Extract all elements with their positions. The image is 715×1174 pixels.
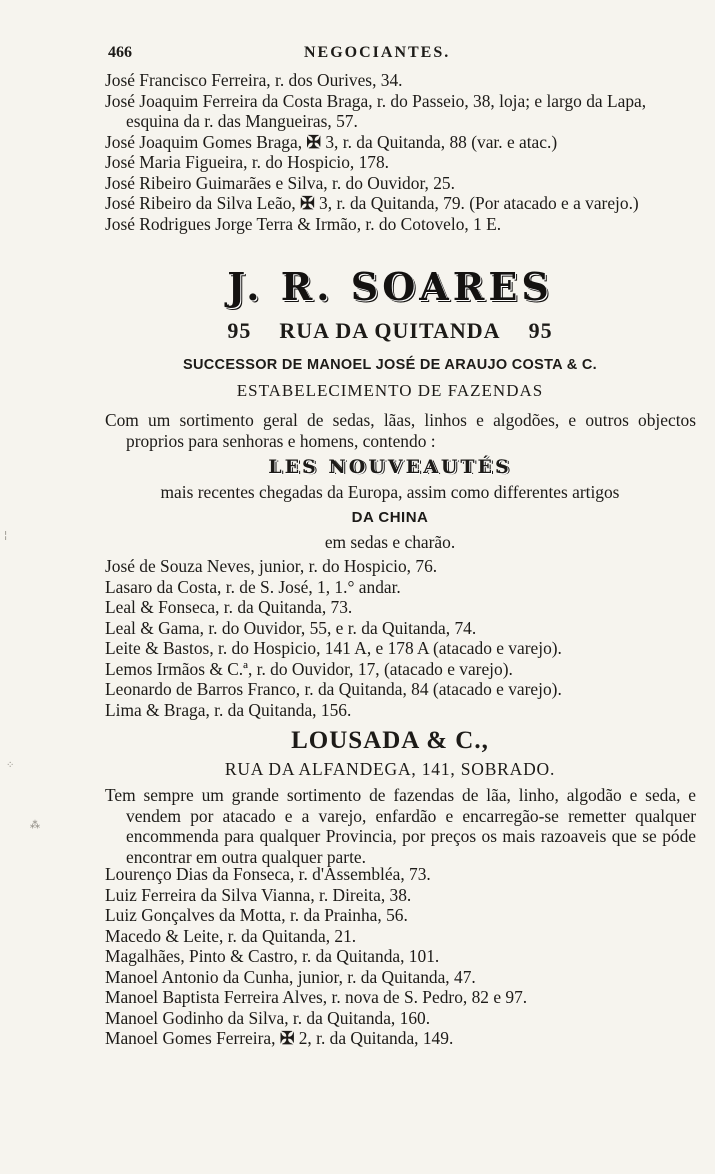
list-item: Lemos Irmãos & C.ª, r. do Ouvidor, 17, (atacado e varejo). — [105, 658, 513, 679]
list-item: Leal & Gama, r. do Ouvidor, 55, e r. da Quitanda, 74. — [105, 617, 477, 638]
paper-speck-decoration: ⁘ — [6, 760, 15, 771]
paper-speck-decoration: ¦ — [4, 530, 8, 541]
list-item: José Rodrigues Jorge Terra & Irmão, r. do Cotovelo, 1 E. — [105, 213, 502, 234]
ad-soares-china: DA CHINA — [351, 509, 429, 526]
list-item: José Maria Figueira, r. do Hospicio, 178. — [105, 152, 390, 172]
ad-soares-successor: SUCCESSOR DE MANOEL JOSÉ DE ARAUJO COSTA & C. — [183, 357, 597, 373]
cross-icon: ✠ — [302, 131, 321, 152]
list-item: Leal & Fonseca, r. da Quitanda, 73. — [105, 597, 353, 617]
ad-soares-recent: mais recentes chegadas da Europa, assim como differentes artigos — [160, 482, 620, 502]
entries-top — [105, 70, 675, 234]
list-item: José Francisco Ferreira, r. dos Ourives, 34. — [105, 70, 403, 90]
list-item: José Joaquim Ferreira da Costa Braga, r. do Passeio, 38, loja; e largo da Lapa, esquina da r. das Mangueiras, 57. — [105, 90, 647, 131]
list-item: Manoel Antonio da Cunha, junior, r. da Quitanda, 47. — [105, 966, 476, 987]
list-item: José de Souza Neves, junior, r. do Hospicio, 76. — [105, 556, 438, 576]
entries-middle — [105, 556, 675, 720]
list-item: Manoel Baptista Ferreira Alves, r. nova de S. Pedro, 82 e 97. — [105, 987, 528, 1007]
ad-soares-nouveautes: LES NOUVEAUTÉS — [268, 456, 512, 478]
page-number: 466 — [108, 44, 132, 61]
page-header — [108, 44, 668, 68]
ad-soares-name: J. R. SOARES — [227, 264, 553, 309]
ad-soares-establishment: ESTABELECIMENTO DE FAZENDAS — [236, 381, 544, 400]
ad-soares-street: RUA DA QUITANDA — [279, 318, 501, 343]
list-item: José Ribeiro da Silva Leão, ✠ 3, r. da Quitanda, 79. (Por atacado e a varejo.) — [105, 193, 639, 213]
list-item: Macedo & Leite, r. da Quitanda, 21. — [105, 925, 357, 946]
list-item: José Ribeiro Guimarães e Silva, r. do Ouvidor, 25. — [105, 172, 455, 193]
list-item: Magalhães, Pinto & Castro, r. da Quitanda, 101. — [105, 946, 440, 966]
ad-lousada-description: Tem sempre um grande sortimento de fazendas de lãa, linho, algodão e seda, e vendem por atacado e a varejo, enfardão e encarregão-se remetter qualquer encommenda para qualquer Provincia, por preços os mais razoaveis que se póde encontrar em outra qualquer parte. — [105, 785, 696, 867]
ad-soares-number-left: 95 — [227, 318, 252, 343]
entries-bottom — [105, 864, 675, 1049]
list-item: Leite & Bastos, r. do Hospicio, 141 A, e 178 A (atacado e varejo). — [105, 638, 562, 658]
list-item: Manoel Godinho da Silva, r. da Quitanda, 160. — [105, 1007, 431, 1028]
ad-soares-name-wrap — [100, 264, 680, 310]
cross-icon: ✠ — [275, 1028, 295, 1048]
ad-soares-silks: em sedas e charão. — [324, 532, 456, 552]
list-item: Lima & Braga, r. da Quitanda, 156. — [105, 699, 352, 720]
ad-lousada-name: LOUSADA & C., — [291, 727, 489, 754]
list-item: José Joaquim Gomes Braga, ✠ 3, r. da Quitanda, 88 (var. e atac.) — [105, 131, 558, 152]
list-item: Lasaro da Costa, r. de S. José, 1, 1.° andar. — [105, 576, 401, 597]
list-item: Manoel Gomes Ferreira, ✠ 2, r. da Quitanda, 149. — [105, 1028, 454, 1048]
list-item: Leonardo de Barros Franco, r. da Quitanda, 84 (atacado e varejo). — [105, 679, 562, 699]
cross-icon: ✠ — [295, 193, 315, 213]
list-item: Lourenço Dias da Fonseca, r. d'Assembléa, 73. — [105, 864, 431, 884]
ad-lousada-address: RUA DA ALFANDEGA, 141, SOBRADO. — [224, 759, 556, 779]
ad-soares-description: Com um sortimento geral de sedas, lãas, linhos e algodões, e outros objectos proprios para senhoras e homens, contendo : — [105, 410, 696, 451]
paper-speck-decoration: ⁂ — [30, 820, 40, 831]
list-item: Luiz Ferreira da Silva Vianna, r. Direita, 38. — [105, 884, 412, 905]
list-item: Luiz Gonçalves da Motta, r. da Prainha, 56. — [105, 905, 408, 925]
ad-soares-number-right: 95 — [528, 318, 553, 343]
ad-soares-address — [100, 318, 680, 344]
running-title: NEGOCIANTES. — [304, 44, 451, 61]
